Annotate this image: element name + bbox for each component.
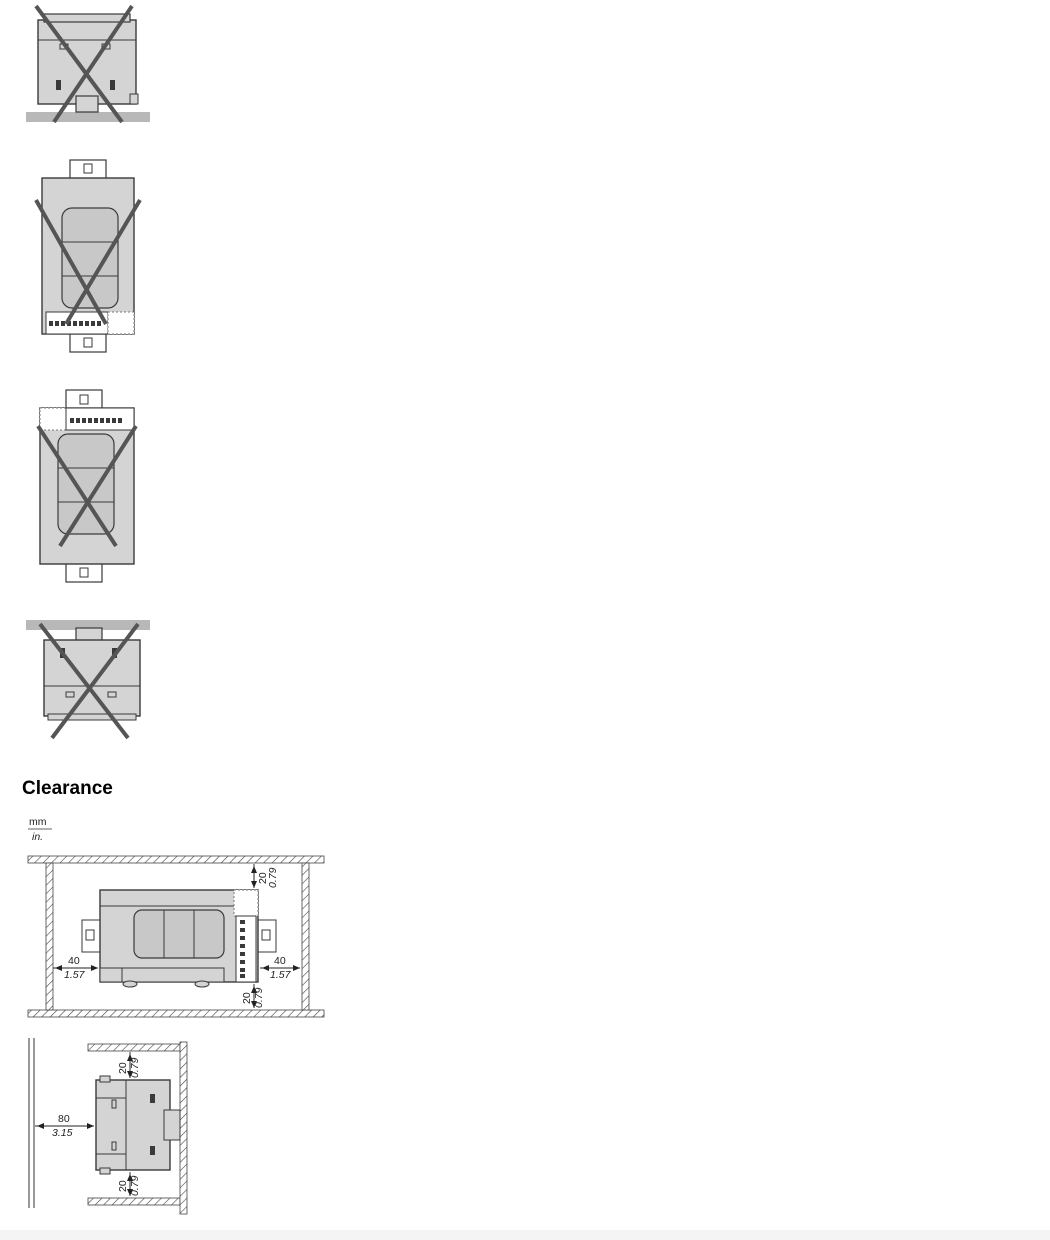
right-clearance-mm: 40 [274,955,286,967]
bottom-clearance-mm: 20 [241,992,253,1004]
incorrect-mounting-rotated-up [36,390,142,586]
side-top-clearance-mm: 20 [117,1062,129,1074]
side-bottom-clearance-mm: 20 [117,1180,129,1192]
unit-in: in. [32,831,44,843]
clearance-side-view [26,1036,192,1216]
top-clearance-in: 0.79 [267,867,279,888]
side-bottom-clearance-in: 0.79 [129,1175,141,1196]
right-clearance-in: 1.57 [270,969,291,981]
incorrect-mounting-ceiling [26,618,150,740]
left-clearance-mm: 40 [68,955,80,967]
clearance-heading: Clearance [22,778,113,799]
top-clearance-mm: 20 [257,872,269,884]
bottom-clearance-in: 0.79 [253,987,265,1008]
depth-clearance-in: 3.15 [52,1127,73,1139]
side-top-clearance-in: 0.79 [129,1057,141,1078]
clearance-front-view [26,854,326,1022]
incorrect-mounting-floor [26,6,150,126]
page-bottom-bar [0,1230,1050,1240]
left-clearance-in: 1.57 [64,969,85,981]
depth-clearance-mm: 80 [58,1113,70,1125]
unit-legend [26,814,66,846]
incorrect-mounting-rotated-down [36,158,142,356]
unit-mm: mm [29,816,47,828]
